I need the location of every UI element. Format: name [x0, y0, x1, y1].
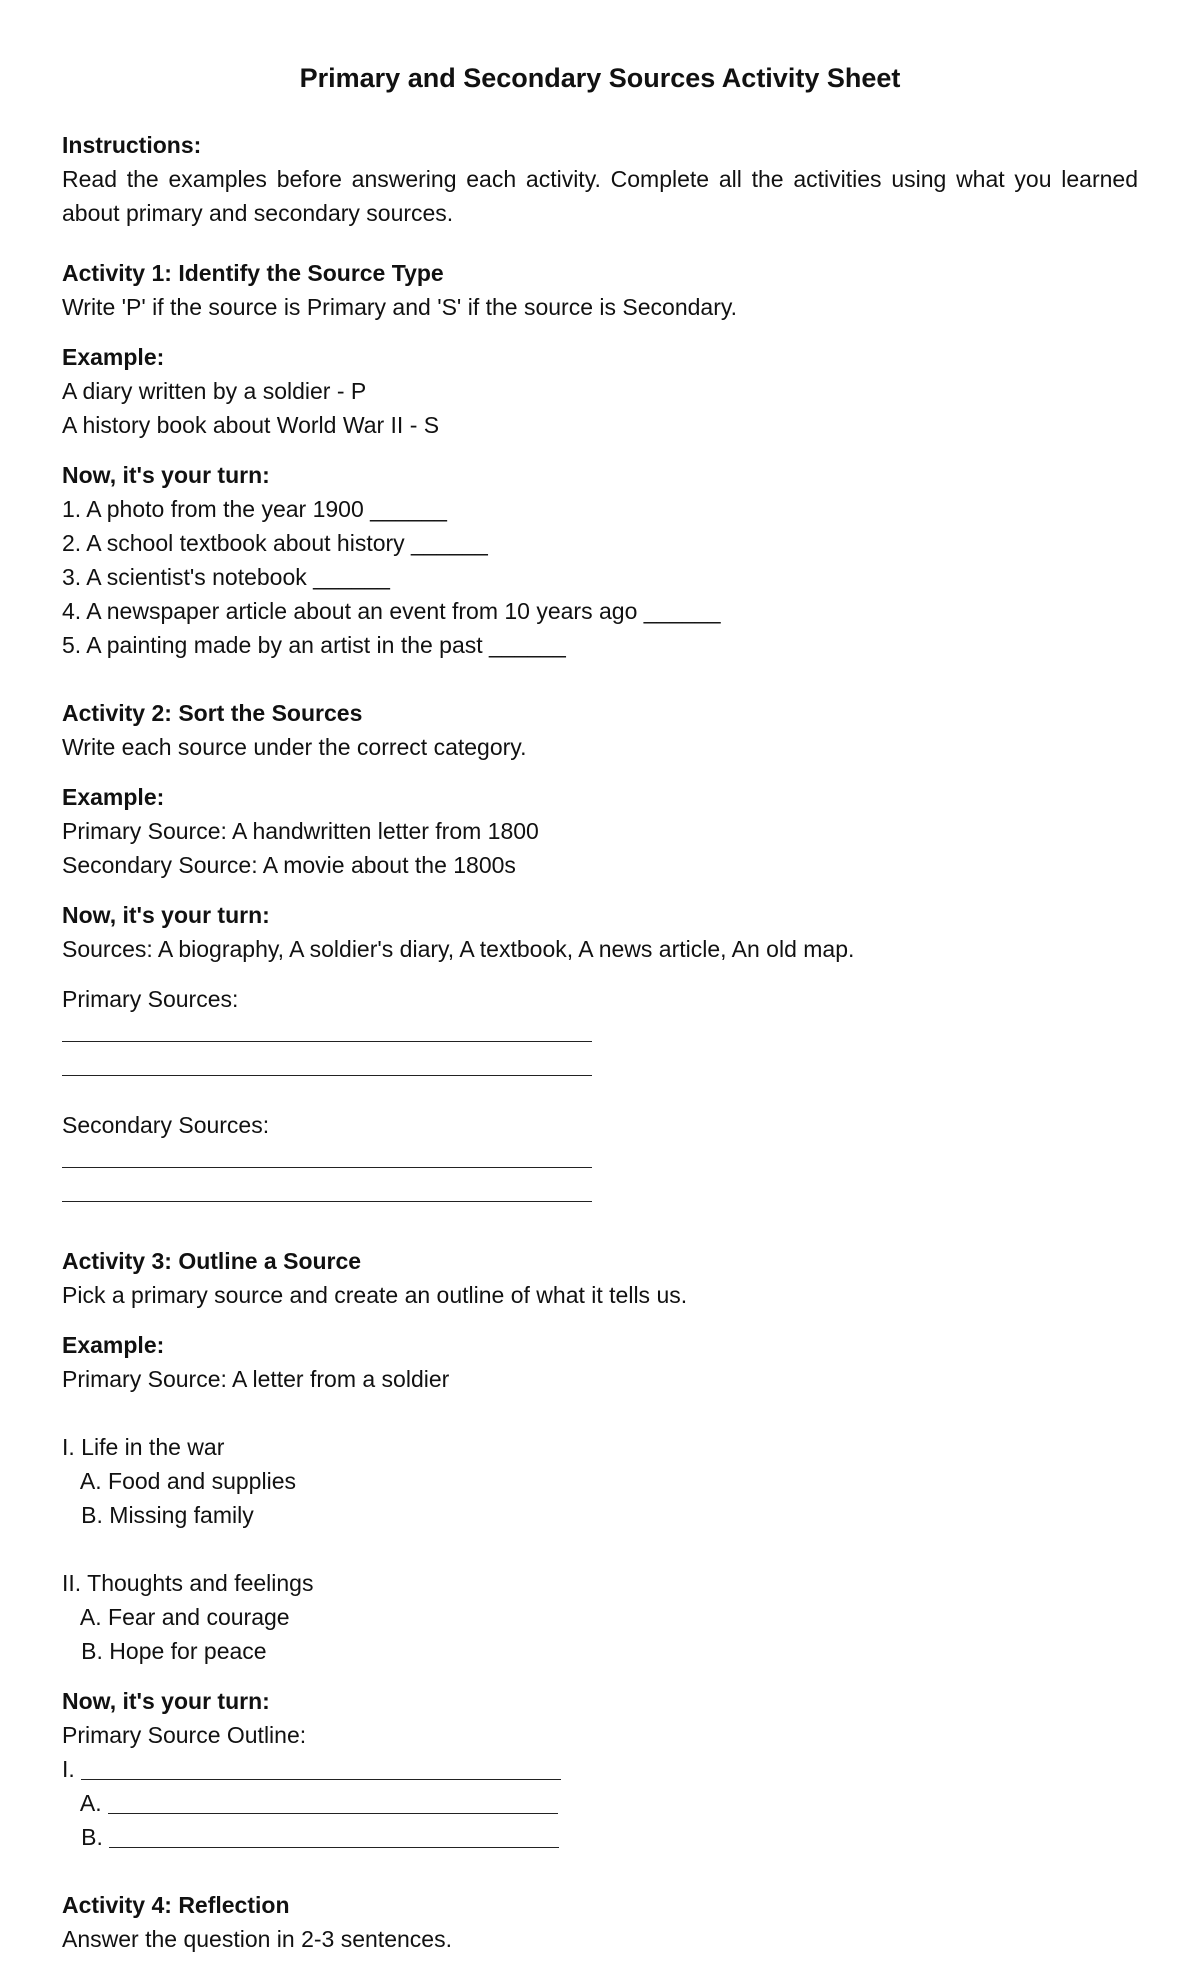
activity-1-heading: Activity 1: Identify the Source Type [62, 260, 444, 286]
activity-2-example: Primary Source: A handwritten letter from 1800 [62, 818, 539, 844]
activity-4-heading: Activity 4: Reflection [62, 1892, 290, 1918]
activity-3-turn-heading: Now, it's your turn: [62, 1688, 270, 1714]
activity-2-prompt: Write each source under the correct category. [62, 734, 527, 760]
activity-3-example-heading: Example: [62, 1332, 165, 1358]
outline-subitem: A. Fear and courage [62, 1604, 290, 1630]
activity-1-example: A history book about World War II - S [62, 412, 440, 438]
instructions-heading: Instructions: [62, 132, 202, 158]
outline-subitem: B. Missing family [62, 1502, 254, 1528]
activity-1-example: A diary written by a soldier - P [62, 378, 367, 404]
activity-1-prompt: Write 'P' if the source is Primary and 'S' if the source is Secondary. [62, 294, 738, 320]
outline-blank-row [62, 1820, 1138, 1854]
activity-1-question: 1. A photo from the year 1900 ______ [62, 496, 447, 522]
activity-4-section [62, 1888, 1138, 1956]
activity-1-question: 5. A painting made by an artist in the past ______ [62, 632, 566, 658]
activity-4-prompt: Answer the question in 2-3 sentences. [62, 1926, 452, 1952]
outline-blank-line[interactable] [108, 1786, 558, 1820]
activity-2-heading: Activity 2: Sort the Sources [62, 700, 363, 726]
activity-1-question: 3. A scientist's notebook ______ [62, 564, 390, 590]
page-title: Primary and Secondary Sources Activity Sheet [299, 63, 901, 93]
outline-heading-2: II. Thoughts and feelings [62, 1570, 314, 1596]
instructions-section [62, 128, 1138, 230]
outline-blank-prefix: I. [62, 1756, 82, 1782]
outline-label: Primary Source Outline: [62, 1722, 307, 1748]
outline-blank-line[interactable] [81, 1752, 561, 1786]
activity-2-sources-line: Sources: A biography, A soldier's diary, A textbook, A news article, An old map. [62, 936, 855, 962]
outline-blank-line[interactable] [109, 1820, 559, 1854]
activity-2-turn-heading: Now, it's your turn: [62, 902, 270, 928]
activity-1-example-heading: Example: [62, 344, 165, 370]
secondary-answer-line[interactable] [62, 1176, 592, 1210]
primary-answer-line[interactable] [62, 1050, 592, 1084]
activity-3-example-source: Primary Source: A letter from a soldier [62, 1366, 450, 1392]
activity-2-example-heading: Example: [62, 784, 165, 810]
activity-1-section [62, 256, 1138, 662]
activity-3-heading: Activity 3: Outline a Source [62, 1248, 362, 1274]
activity-3-section [62, 1244, 1138, 1854]
activity-3-prompt: Pick a primary source and create an outline of what it tells us. [62, 1282, 688, 1308]
activity-1-question: 4. A newspaper article about an event from 10 years ago ______ [62, 598, 721, 624]
outline-blank-row [62, 1786, 1138, 1820]
activity-1-turn-heading: Now, it's your turn: [62, 462, 270, 488]
activity-1-question: 2. A school textbook about history ______ [62, 530, 488, 556]
activity-2-example: Secondary Source: A movie about the 1800s [62, 852, 516, 878]
outline-subitem: B. Hope for peace [62, 1638, 267, 1664]
primary-sources-label: Primary Sources: [62, 986, 239, 1012]
secondary-sources-label: Secondary Sources: [62, 1112, 270, 1138]
instructions-text: Read the examples before answering each activity. Complete all the activities using what you learned about primary and secondary sources. [62, 166, 1138, 226]
outline-blank-row [62, 1752, 1138, 1786]
outline-subitem: A. Food and supplies [62, 1468, 296, 1494]
activity-2-section [62, 696, 1138, 1210]
primary-answer-line[interactable] [62, 1016, 592, 1050]
secondary-answer-line[interactable] [62, 1142, 592, 1176]
outline-heading-1: I. Life in the war [62, 1434, 225, 1460]
outline-blank-prefix: B. [62, 1824, 110, 1850]
outline-blank-prefix: A. [62, 1790, 109, 1816]
